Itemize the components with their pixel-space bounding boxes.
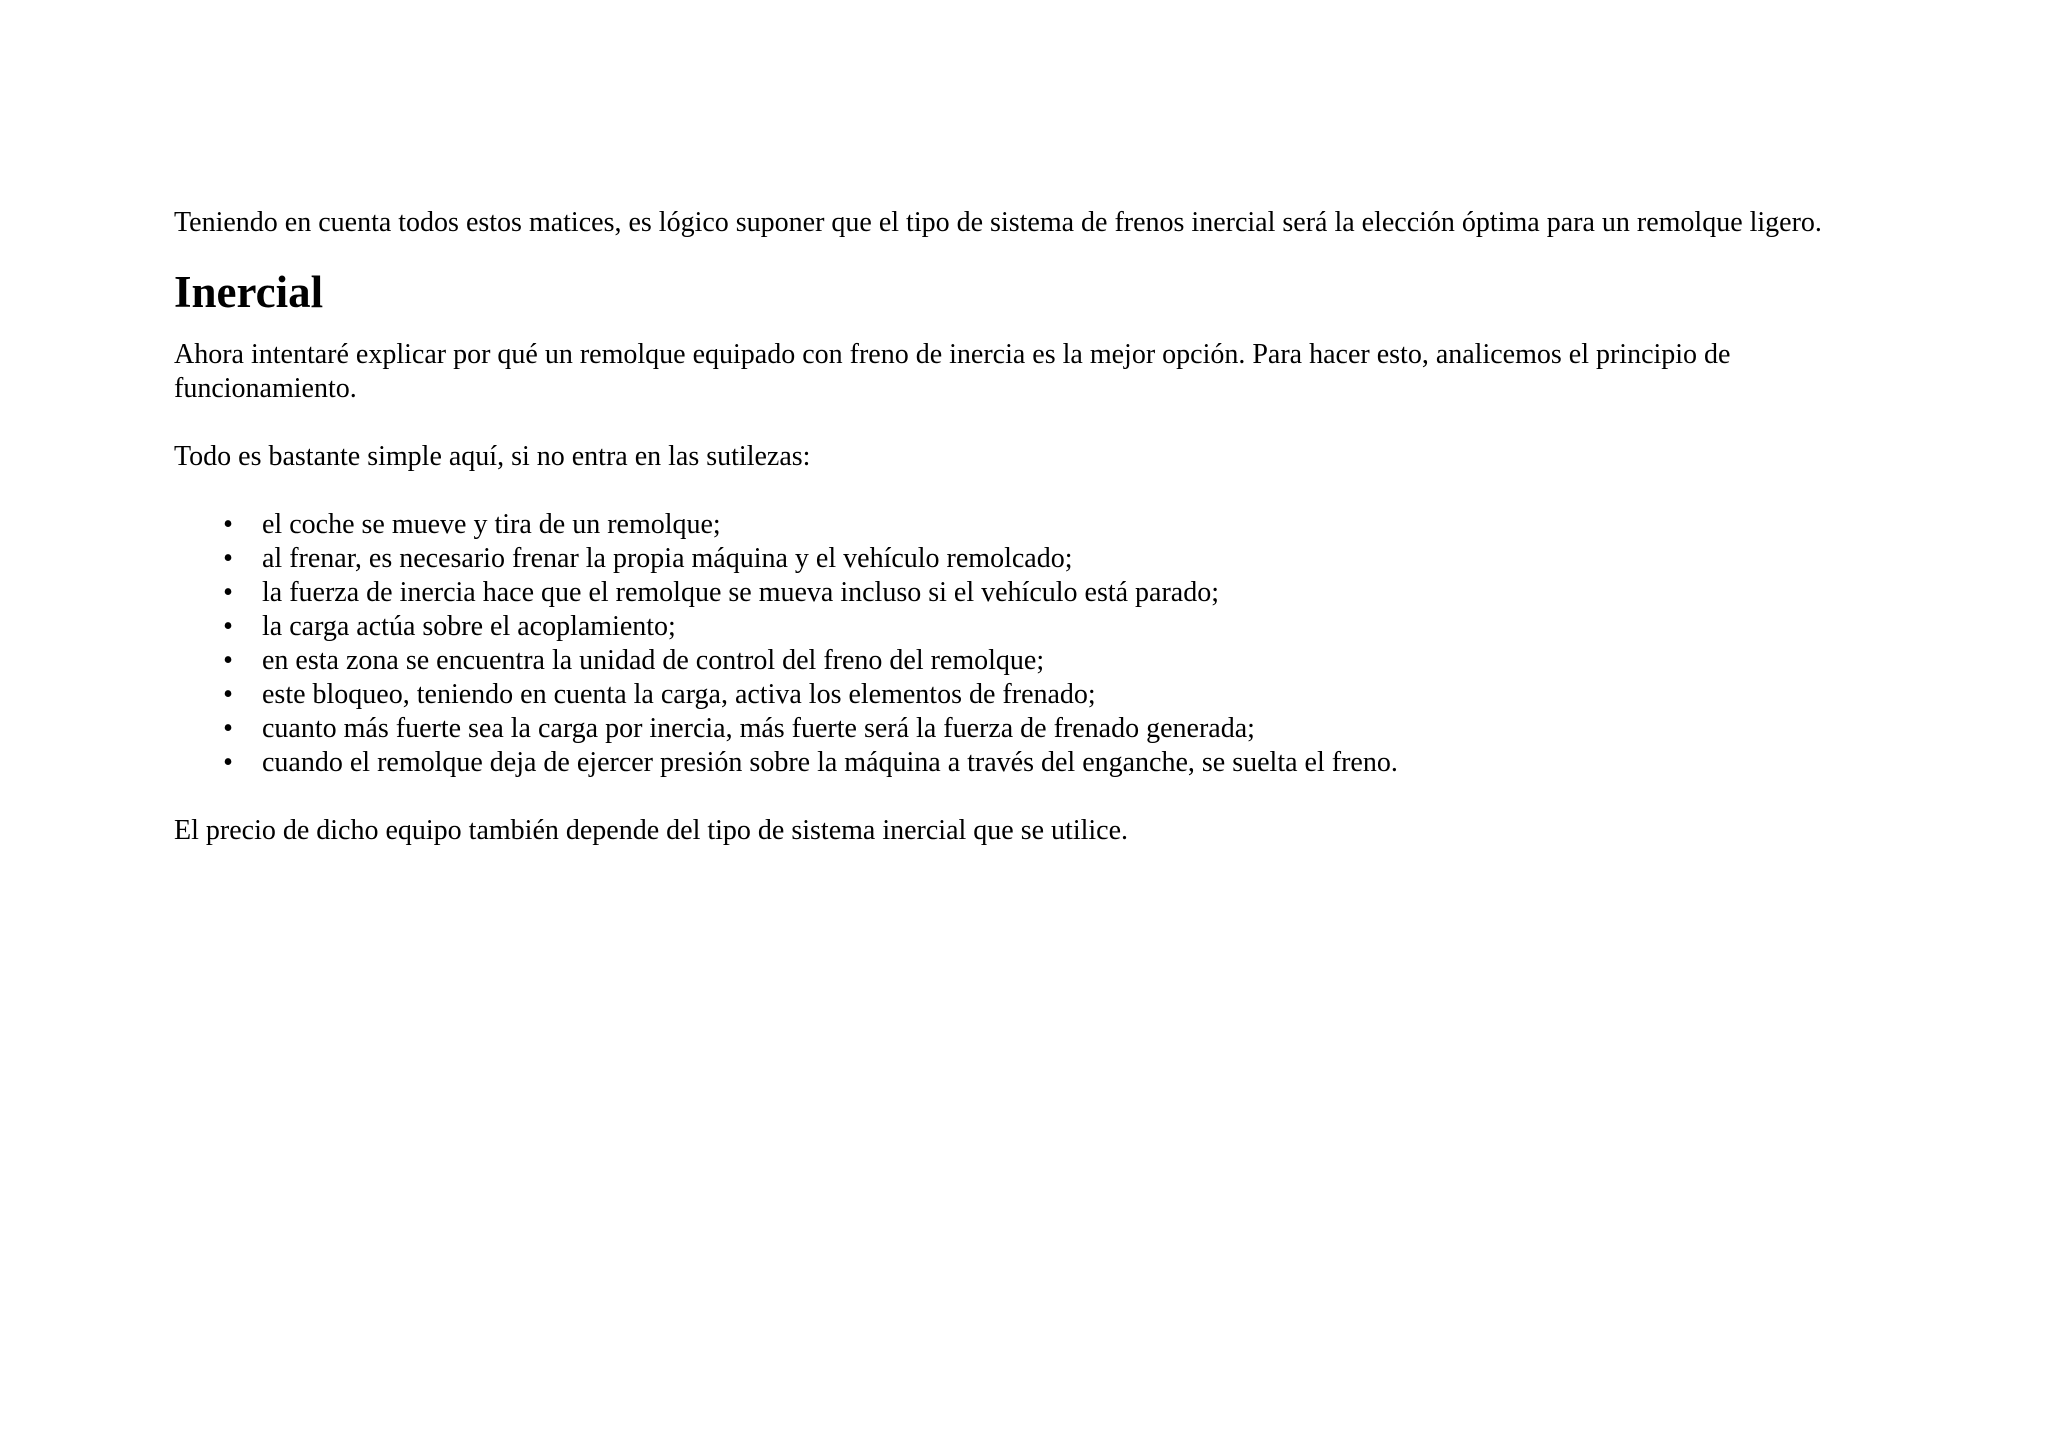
bullet-icon: • [223,679,233,710]
bullet-icon: • [223,509,233,540]
list-item-text: en esta zona se encuentra la unidad de control del freno del remolque; [262,645,1045,676]
list-item-text: este bloqueo, teniendo en cuenta la carga, activa los elementos de frenado; [262,679,1096,710]
list-item-text: al frenar, es necesario frenar la propia máquina y el vehículo remolcado; [262,543,1073,574]
bullet-icon: • [223,543,233,574]
bullet-icon: • [223,611,233,642]
intro-paragraph: Teniendo en cuenta todos estos matices, es lógico suponer que el tipo de sistema de frenos inercial será la elección óptima para un remolque ligero. [174,207,1822,238]
closing-paragraph: El precio de dicho equipo también depende del tipo de sistema inercial que se utilice. [174,815,1129,846]
list-item-text: cuanto más fuerte sea la carga por inercia, más fuerte será la fuerza de frenado generada; [262,713,1255,744]
list-item [174,678,1874,712]
list-item-text: el coche se mueve y tira de un remolque; [262,509,721,540]
list-item-text: cuando el remolque deja de ejercer presión sobre la máquina a través del enganche, se suelta el freno. [262,747,1398,778]
list-item [174,508,1874,542]
bullet-icon: • [223,577,233,608]
document-page [174,206,1874,848]
bullet-list [174,508,1874,780]
explanation-paragraph: Ahora intentaré explicar por qué un remolque equipado con freno de inercia es la mejor opción. Para hacer esto, analicemos el principio de funcionamiento. [174,339,1731,404]
bullet-icon: • [223,747,233,778]
list-item [174,712,1874,746]
bullet-icon: • [223,645,233,676]
bullet-icon: • [223,713,233,744]
list-intro-paragraph: Todo es bastante simple aquí, si no entra en las sutilezas: [174,441,811,472]
list-item [174,542,1874,576]
list-item [174,610,1874,644]
section-heading: Inercial [174,267,324,317]
list-item-text: la carga actúa sobre el acoplamiento; [262,611,676,642]
list-item [174,644,1874,678]
list-item [174,576,1874,610]
list-item-text: la fuerza de inercia hace que el remolque se mueva incluso si el vehículo está parado; [262,577,1220,608]
list-item [174,746,1874,780]
